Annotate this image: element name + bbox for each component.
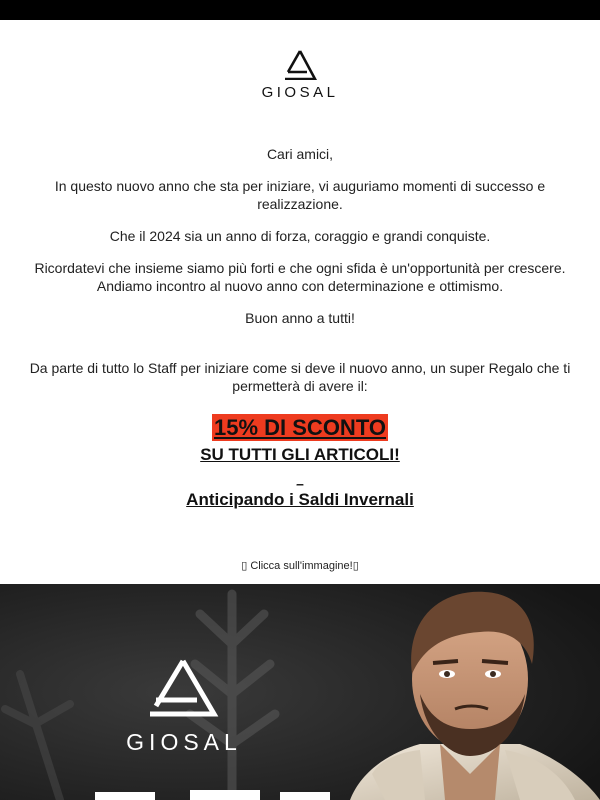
paragraph-happy-new-year: Buon anno a tutti! (245, 310, 355, 326)
giosal-logo-icon (280, 48, 320, 80)
paragraph-together: Ricordatevi che insieme siamo più forti e che ogni sfida è un'opportunità per crescere. Andiamo incontro al nuovo anno con determinazione e ottimismo. (34, 260, 566, 294)
click-image-hint: ▯ Clicca sull'immagine!▯ (241, 560, 359, 572)
greeting: Cari amici, (266, 146, 334, 162)
brand-wordmark: GIOSAL (261, 84, 339, 101)
brand-logo[interactable] (0, 48, 600, 101)
promo-separator: _ (296, 472, 304, 486)
paragraph-2024: Che il 2024 sia un anno di forza, coraggio e grandi conquiste. (109, 228, 491, 244)
discount-highlight: 15% DI SCONTO (214, 415, 386, 440)
banner-brand-wordmark: GIOSAL (126, 729, 242, 755)
top-bar (0, 0, 600, 20)
discount-line (0, 414, 600, 441)
paragraph-wishes: In questo nuovo anno che sta per iniziare, vi auguriamo momenti di successo e realizzazione. (54, 178, 546, 212)
promo-presale: Anticipando i Saldi Invernali (186, 490, 414, 509)
promo-all-items: SU TUTTI GLI ARTICOLI! (200, 445, 400, 464)
promo-banner-image[interactable] (0, 584, 600, 800)
paragraph-staff-gift: Da parte di tutto lo Staff per iniziare come si deve il nuovo anno, un super Regalo che ti permetterà di avere il: (29, 360, 571, 394)
